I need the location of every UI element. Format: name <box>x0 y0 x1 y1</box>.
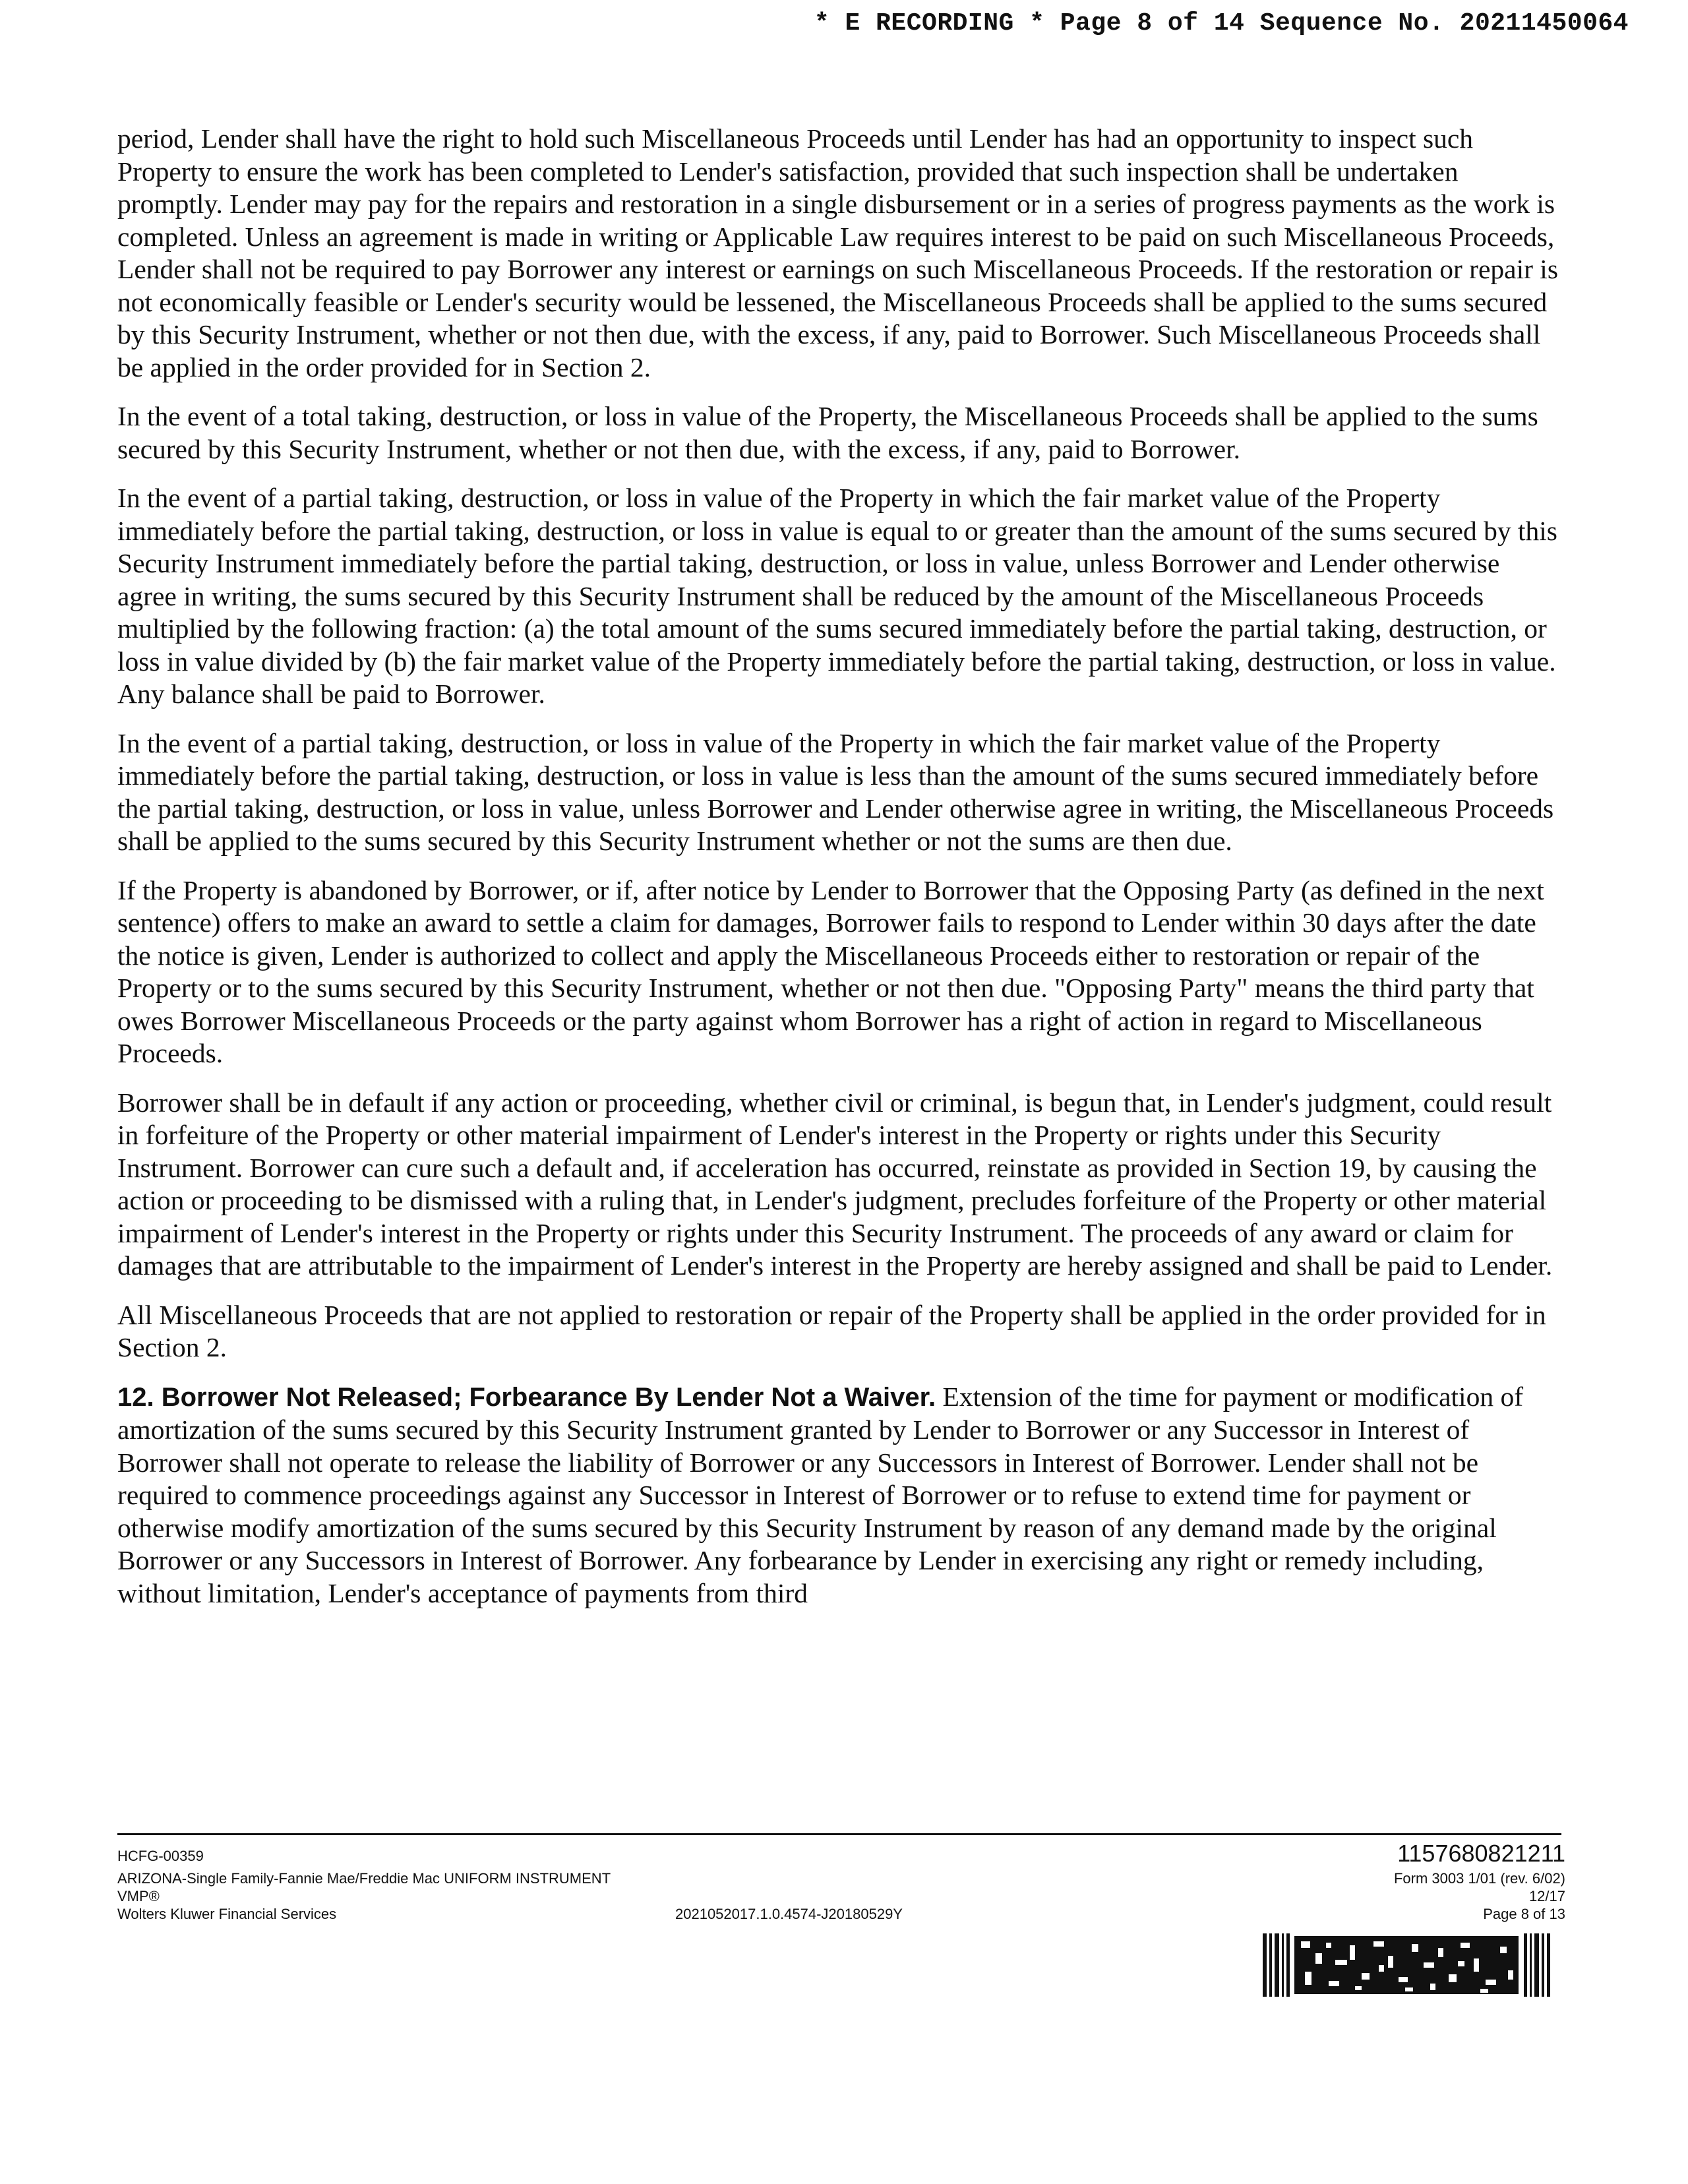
paragraph-partial-taking-less: In the event of a partial taking, destruction, or loss in value of the Property in which the fair market value of the Property immediately before the partial taking, destruction, or loss in value is less than the amount of the sums secured immediately before the partial taking, destruction, or loss in value, unless Borrower and Lender otherwise agree in writing, the Miscellaneous Proceeds shall be applied to the sums secured by this Security Instrument whether or not the sums are then due. <box>117 727 1554 856</box>
paragraph-partial-taking-greater: In the event of a partial taking, destruction, or loss in value of the Property in which the fair market value of the Property immediately before the partial taking, destruction, or loss in value is equal to or greater than the amount of the sums secured by this Security Instrument immediately before the partial taking, destruction, or loss in value, unless Borrower and Lender otherwise agree in writing, the sums secured by this Security Instrument shall be reduced by the amount of the Miscellaneous Proceeds multiplied by the following fraction: (a) the total amount of the sums secured immediately before the partial taking, destruction, or loss in value divided by (b) the fair market value of the Property immediately before the partial taking, destruction, or loss in value. Any balance shall be paid to Borrower. <box>117 483 1557 709</box>
paragraph-default-proceeding: Borrower shall be in default if any action or proceeding, whether civil or criminal, is begun that, in Lender's judgment, could result in forfeiture of the Property or other material impairment of Lender's interest in the Property or rights under this Security Instrument. Borrower can cure such a default and, if acceleration has occurred, reinstate as provided in Section 19, by causing the action or proceeding to be dismissed with a ruling that, in Lender's judgment, precludes forfeiture of the Property or other material impairment of Lender's interest in the Property or rights under this Security Instrument. The proceeds of any award or claim for damages that are attributable to the impairment of Lender's interest in the Property are hereby assigned and shall be paid to Lender. <box>117 1087 1553 1281</box>
section-12-paragraph <box>117 1381 1560 1610</box>
paragraph-restoration-proceeds: period, Lender shall have the right to hold such Miscellaneous Proceeds until Lender has had an opportunity to inspect such Property to ensure the work has been completed to Lender's satisfaction, provided that such inspection shall be undertaken promptly. Lender may pay for the repairs and restoration in a single disbursement or in a series of progress payments as the work is completed. Unless an agreement is made in writing or Applicable Law requires interest to be paid on such Miscellaneous Proceeds, Lender shall not be required to pay Borrower any interest or earnings on such Miscellaneous Proceeds. If the restoration or repair is not economically feasible or Lender's security would be lessened, the Miscellaneous Proceeds shall be applied to the sums secured by this Security Instrument, whether or not then due, with the excess, if any, paid to Borrower. Such Miscellaneous Proceeds shall be applied in the order provided for in Section 2. <box>117 123 1558 382</box>
page-label: Page 8 of 13 <box>1483 1906 1565 1922</box>
vmp-mark: VMP® <box>117 1888 160 1904</box>
loan-number: 1157680821211 <box>1397 1840 1565 1867</box>
revision-date: 12/17 <box>1528 1888 1565 1904</box>
footer-divider <box>117 1833 1561 1835</box>
barcode-icon <box>1263 1933 1550 1997</box>
paragraph-total-taking: In the event of a total taking, destruction, or loss in value of the Property, the Miscellaneous Proceeds shall be applied to the sums secured by this Security Instrument, whether or not then due, with the excess, if any, paid to Borrower. <box>117 401 1538 464</box>
publisher-name: Wolters Kluwer Financial Services <box>117 1906 337 1922</box>
form-number: Form 3003 1/01 (rev. 6/02) <box>1393 1870 1565 1887</box>
recording-header: * E RECORDING * Page 8 of 14 Sequence No. 20211450064 <box>814 9 1629 38</box>
section-12-text: Extension of the time for payment or modification of amortization of the sums secured by this Security Instrument granted by Lender to Borrower or any Successor in Interest of Borrower shall not operate to release the liability of Borrower or any Successors in Interest of Borrower. Lender shall not be required to commence proceedings against any Successor in Interest of Borrower or to refuse to extend time for payment or otherwise modify amortization of the sums secured by this Security Instrument by reason of any demand made by the original Borrower or any Successors in Interest of Borrower. Any forbearance by Lender in exercising any right or remedy including, without limitation, Lender's acceptance of payments from third <box>117 1381 1524 1608</box>
document-body <box>117 123 1560 1626</box>
paragraph-abandonment: If the Property is abandoned by Borrower, or if, after notice by Lender to Borrower that the Opposing Party (as defined in the next sentence) offers to make an award to settle a claim for damages, Borrower fails to respond to Lender within 30 days after the date the notice is given, Lender is authorized to collect and apply the Miscellaneous Proceeds either to restoration or repair of the Property or to the sums secured by this Security Instrument, whether or not then due. "Opposing Party" means the third party that owes Borrower Miscellaneous Proceeds or the party against whom Borrower has a right of action in regard to Miscellaneous Proceeds. <box>117 874 1544 1068</box>
paragraph-order-section-2: All Miscellaneous Proceeds that are not applied to restoration or repair of the Property shall be applied in the order provided for in Section 2. <box>117 1299 1546 1362</box>
document-id: 2021052017.1.0.4574-J20180529Y <box>675 1906 903 1922</box>
instrument-title: ARIZONA-Single Family-Fannie Mae/Freddie Mac UNIFORM INSTRUMENT <box>117 1870 611 1887</box>
section-12-heading: 12. Borrower Not Released; Forbearance By Lender Not a Waiver. <box>117 1382 936 1412</box>
form-code: HCFG-00359 <box>117 1848 204 1864</box>
